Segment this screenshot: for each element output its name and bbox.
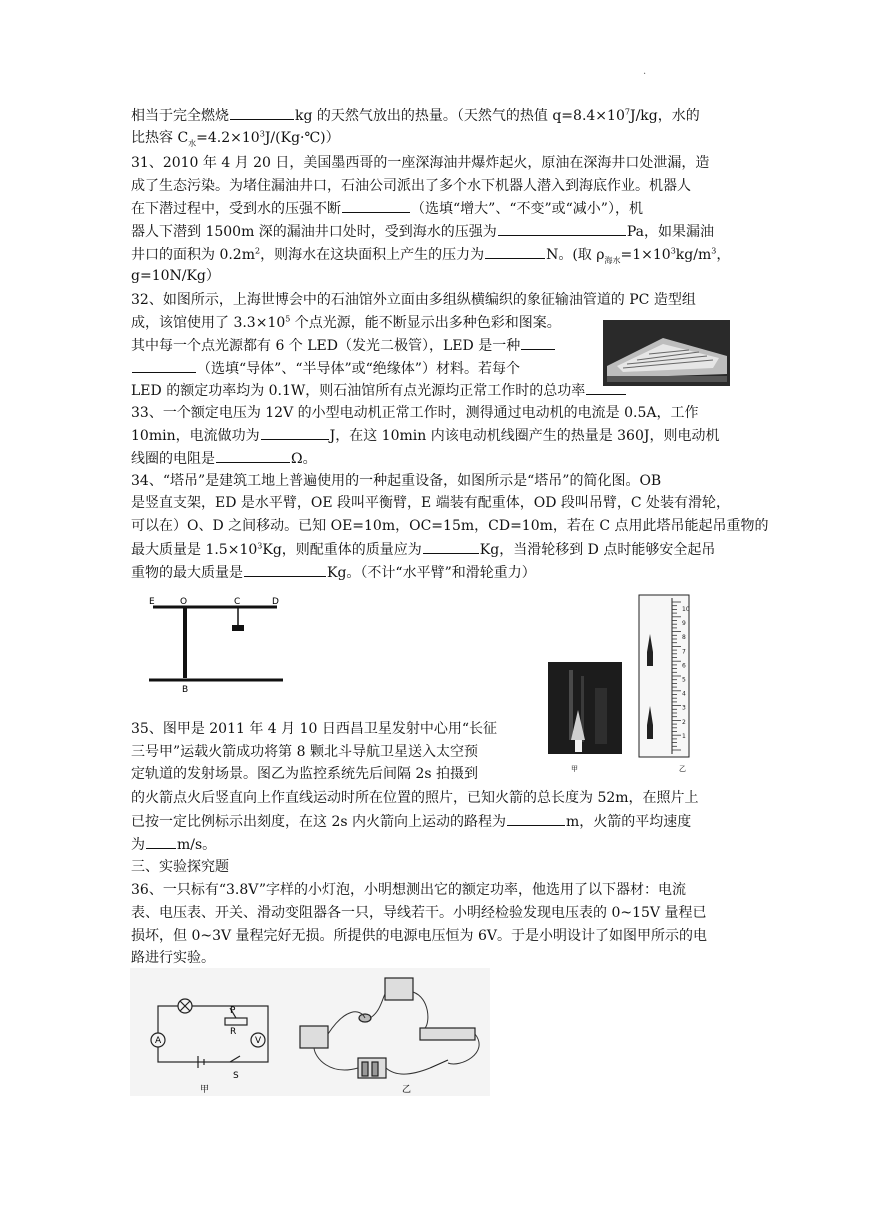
ruler-tick-label: 7 bbox=[682, 648, 686, 656]
tower-crane-diagram bbox=[145, 592, 285, 697]
q36-line-2: 表、电压表、开关、滑动变阻器各一只，导线若干。小明经检验发现电压表的 0~15V 量程已 bbox=[131, 905, 707, 921]
launch-photo-jia bbox=[548, 662, 622, 754]
intro-line-2: 比热容 $C_水=4.2\times 10^3J/(Kg\cdot℃)$） bbox=[131, 129, 340, 148]
q31-line-3: 在下潜过程中，受到水的压强不断 （选填“增大”、“不变”或“减小”），机 bbox=[131, 198, 741, 220]
q31-line-1: 31、2010 年 4 月 20 日，美国墨西哥的一座深海油井爆炸起火，原油在深海井口处泄漏，造 bbox=[131, 155, 710, 171]
q35-line-5: 已按一定比例标示出刻度，在这 2s 内火箭向上运动的路程为 m，火箭的平均速度 bbox=[131, 811, 741, 833]
q35-line-1: 35、图甲是 2011 年 4 月 10 日西昌卫星发射中心用“长征 bbox=[131, 721, 498, 737]
q32-line-2: 成，该馆使用了 $3.3\times 10^5$ 个点光源，能不断显示出多种色彩和图案。 bbox=[131, 314, 561, 331]
rocket-launch-figures bbox=[541, 590, 741, 777]
q34-line-4: 最大质量是 $1.5\times 10^3Kg$，则配重体的质量应为 Kg，当滑轮移到 D 点时能够安全起吊 bbox=[131, 539, 741, 561]
q34-line-5: 重物的最大质量是 Kg。（不计“水平臂”和滑轮重力） bbox=[131, 562, 741, 584]
svg-text:B: B bbox=[182, 685, 189, 695]
q34-line-1: 34、“塔吊”是建筑工地上普遍使用的一种起重设备，如图所示是“塔吊”的简化图。OB bbox=[131, 473, 662, 489]
rheostat-device bbox=[420, 1028, 475, 1040]
q31-line-6: g=10N/Kg） bbox=[131, 268, 220, 284]
svg-text:乙: 乙 bbox=[679, 765, 686, 773]
q34-line-2: 是竖直支架，ED 是水平臂，OE 段叫平衡臂，E 端装有配重体，OD 段叫吊臂，C 处装有滑轮， bbox=[131, 495, 731, 511]
svg-text:C: C bbox=[234, 597, 241, 607]
q32-line-3: 其中每一个点光源都有 6 个 LED（发光二极管），LED 是一种 bbox=[131, 335, 601, 357]
q31-line-5: 井口的面积为 $0.2m^2$，则海水在这块面积上产生的压力为 N。(取 $\rho_{海水}=1\times 10^3kg/m^3$， bbox=[131, 244, 741, 266]
q33-line-3: 线圈的电阻是 Ω。 bbox=[131, 448, 741, 470]
q35-line-2: 三号甲”运载火箭成功将第 8 颗北斗导航卫星送入太空预 bbox=[131, 744, 478, 760]
answer-blank[interactable] bbox=[244, 562, 326, 577]
ruler-tick-label: 6 bbox=[682, 662, 686, 670]
ruler-tick-label: 2 bbox=[682, 718, 686, 726]
ruler-tick-label: 3 bbox=[682, 704, 686, 712]
voltmeter-device bbox=[385, 978, 413, 1000]
svg-text:甲: 甲 bbox=[200, 1085, 210, 1095]
q35-line-6: 为 m/s。 bbox=[131, 834, 741, 856]
answer-blank[interactable] bbox=[230, 105, 294, 120]
load-weight bbox=[232, 625, 244, 631]
circuit-figures bbox=[130, 968, 490, 1096]
intro-line-1: 相当于完全燃烧 kg 的天然气放出的热量。（天然气的热值 $q=8.4\times 10^7J/kg$，水的 bbox=[131, 105, 741, 127]
q33-line-2: 10min，电流做功为 J，在这 10min 内该电动机线圈产生的热量是 360J，则电动机 bbox=[131, 425, 741, 447]
answer-blank[interactable] bbox=[261, 425, 329, 440]
svg-text:O: O bbox=[180, 597, 188, 607]
svg-text:A: A bbox=[155, 1036, 162, 1046]
q32-line-1: 32、如图所示，上海世博会中的石油馆外立面由多组纵横编织的象征输油管道的 PC 造型组 bbox=[131, 292, 696, 308]
svg-text:V: V bbox=[255, 1036, 262, 1046]
oil-pavilion-photo bbox=[603, 320, 730, 386]
answer-blank[interactable] bbox=[146, 834, 176, 849]
q36-line-1: 36、一只标有“3.8V”字样的小灯泡，小明想测出它的额定功率，他选用了以下器材：电流 bbox=[131, 882, 687, 898]
answer-blank[interactable] bbox=[423, 539, 479, 554]
svg-text:乙: 乙 bbox=[402, 1085, 412, 1095]
svg-text:E: E bbox=[149, 597, 155, 607]
answer-blank[interactable] bbox=[521, 335, 555, 350]
ruler-tick-label: 9 bbox=[682, 620, 686, 628]
ruler-tick-label: 4 bbox=[682, 690, 686, 698]
answer-blank[interactable] bbox=[132, 358, 196, 373]
answer-blank[interactable] bbox=[216, 448, 290, 463]
svg-text:S: S bbox=[233, 1071, 239, 1081]
q35-line-3: 定轨道的发射场景。图乙为监控系统先后间隔 2s 拍摄到 bbox=[131, 766, 478, 782]
svg-text:D: D bbox=[272, 597, 279, 607]
answer-blank[interactable] bbox=[342, 198, 410, 213]
q32-line-5: LED 的额定功率均为 0.1W，则石油馆所有点光源均正常工作时的总功率 bbox=[131, 380, 601, 402]
section-heading: 三、实验探究题 bbox=[131, 859, 229, 875]
q36-line-3: 损坏，但 0~3V 量程完好无损。所提供的电源电压恒为 6V。于是小明设计了如图甲所示的电 bbox=[131, 928, 708, 944]
svg-text:甲: 甲 bbox=[571, 765, 578, 773]
page-marker-dot: . bbox=[643, 66, 647, 77]
answer-blank[interactable] bbox=[485, 244, 545, 259]
ruler-tick-label: 8 bbox=[682, 634, 686, 642]
q34-line-3: 可以在）O、D 之间移动。已知 OE=10m，OC=15m，CD=10m，若在 C 点用此塔吊能起吊重物的 bbox=[131, 518, 769, 534]
svg-text:P: P bbox=[230, 1006, 236, 1016]
ammeter-device bbox=[300, 1026, 328, 1048]
q31-line-2: 成了生态污染。为堵住漏油井口，石油公司派出了多个水下机器人潜入到海底作业。机器人 bbox=[131, 178, 691, 194]
q35-line-4: 的火箭点火后竖直向上作直线运动时所在位置的照片，已知火箭的总长度为 52m，在照片上 bbox=[131, 790, 699, 806]
answer-blank[interactable] bbox=[507, 811, 565, 826]
ruler-tick-label: 10 bbox=[682, 606, 690, 614]
q36-line-4: 路进行实验。 bbox=[131, 950, 215, 966]
ruler-tick-label: 5 bbox=[682, 676, 686, 684]
q33-line-1: 33、一个额定电压为 12V 的小型电动机正常工作时，测得通过电动机的电流是 0.5A，工作 bbox=[131, 405, 699, 421]
answer-blank[interactable] bbox=[498, 221, 626, 236]
q32-line-4: （选填“导体”、“半导体”或“绝缘体”）材料。若每个 bbox=[131, 358, 601, 380]
svg-text:R: R bbox=[230, 1027, 237, 1037]
q31-line-4: 器人下潜到 1500m 深的漏油井口处时，受到海水的压强为 Pa，如果漏油 bbox=[131, 221, 741, 243]
ruler-tick-label: 1 bbox=[682, 732, 686, 740]
